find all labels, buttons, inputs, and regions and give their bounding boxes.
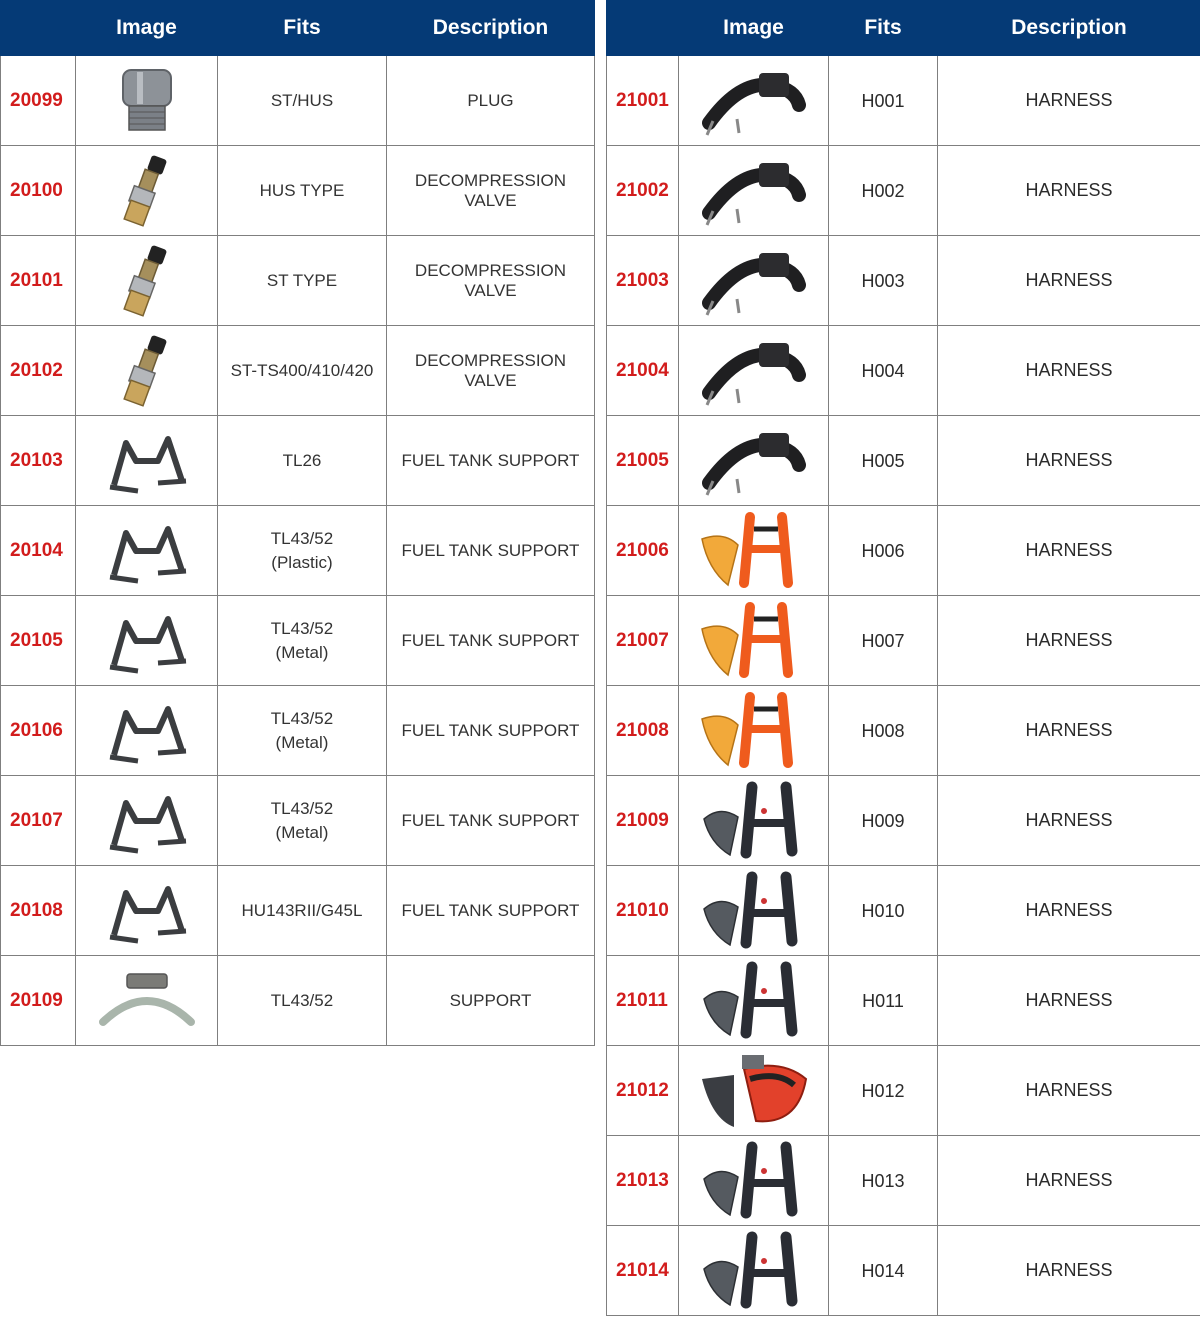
- table-row: [607, 236, 1200, 326]
- part-number: 21014: [607, 1226, 679, 1316]
- part-image: [679, 416, 829, 506]
- part-fits: [218, 56, 387, 146]
- part-number: 21004: [607, 326, 679, 416]
- part-fits: [829, 326, 938, 416]
- part-fits: [829, 1046, 938, 1136]
- part-description: FUEL TANK SUPPORT: [387, 506, 595, 596]
- fits-line: TL43/52: [270, 708, 334, 728]
- part-description: HARNESS: [938, 686, 1200, 776]
- fits-line: H009: [861, 810, 905, 831]
- orange-harness-icon: [679, 599, 828, 683]
- part-fits: [829, 1136, 938, 1226]
- strap-harness-icon: [679, 241, 828, 321]
- header-code: [1, 1, 76, 56]
- part-number: 20106: [1, 686, 76, 776]
- part-number: 20099: [1, 56, 76, 146]
- table-row: [607, 1046, 1200, 1136]
- table-row: [607, 776, 1200, 866]
- part-number: 21007: [607, 596, 679, 686]
- part-image: [679, 236, 829, 326]
- part-number: 21012: [607, 1046, 679, 1136]
- parts-table-left: [0, 0, 594, 1046]
- part-image: [76, 596, 218, 686]
- part-description: HARNESS: [938, 1136, 1200, 1226]
- table-row: [607, 1136, 1200, 1226]
- part-image: [679, 506, 829, 596]
- part-description: DECOMPRESSION VALVE: [387, 236, 595, 326]
- part-description: HARNESS: [938, 146, 1200, 236]
- part-fits: [829, 596, 938, 686]
- part-image: [679, 956, 829, 1046]
- part-description: FUEL TANK SUPPORT: [387, 866, 595, 956]
- part-fits: [218, 326, 387, 416]
- fuel-tank-support-icon: [76, 691, 217, 771]
- fits-line: (Metal): [275, 822, 329, 842]
- part-fits: [829, 866, 938, 956]
- part-description: HARNESS: [938, 956, 1200, 1046]
- part-fits: [829, 506, 938, 596]
- decompression-valve-icon: [76, 241, 217, 321]
- table-row: [1, 776, 595, 866]
- fits-line: TL43/52: [270, 990, 334, 1010]
- part-fits: [829, 1226, 938, 1316]
- fits-line: HU143RII/G45L: [241, 900, 363, 920]
- part-number: 20104: [1, 506, 76, 596]
- part-fits: [218, 146, 387, 236]
- part-number: 20109: [1, 956, 76, 1046]
- part-fits: [829, 146, 938, 236]
- header-description: Description: [387, 1, 595, 56]
- part-fits: [218, 956, 387, 1046]
- part-fits: [829, 776, 938, 866]
- part-image: [679, 686, 829, 776]
- fuel-tank-support-icon: [76, 511, 217, 591]
- part-image: [76, 236, 218, 326]
- part-fits: [218, 596, 387, 686]
- fits-line: TL43/52: [270, 618, 334, 638]
- orange-harness-icon: [679, 689, 828, 773]
- table-row: [607, 866, 1200, 956]
- table-body: [1, 56, 595, 1046]
- part-number: 21001: [607, 56, 679, 146]
- part-image: [679, 1226, 829, 1316]
- part-image: [679, 596, 829, 686]
- part-number: 21011: [607, 956, 679, 1046]
- fits-line: TL26: [282, 450, 322, 470]
- part-description: HARNESS: [938, 326, 1200, 416]
- dark-harness-icon: [679, 1229, 828, 1313]
- fits-line: ST-TS400/410/420: [230, 360, 374, 380]
- decompression-valve-icon: [76, 151, 217, 231]
- fits-line: ST/HUS: [270, 90, 334, 110]
- table-row: [607, 1226, 1200, 1316]
- table-row: [1, 326, 595, 416]
- table-row: [1, 866, 595, 956]
- table-header-row: [1, 1, 595, 56]
- table-row: [1, 506, 595, 596]
- table-row: [607, 956, 1200, 1046]
- part-fits: [218, 776, 387, 866]
- part-number: 21009: [607, 776, 679, 866]
- part-number: 21003: [607, 236, 679, 326]
- part-fits: [218, 236, 387, 326]
- strap-harness-icon: [679, 61, 828, 141]
- header-fits: Fits: [829, 1, 938, 56]
- fits-line: (Metal): [275, 642, 329, 662]
- part-number: 20105: [1, 596, 76, 686]
- header-image: Image: [679, 1, 829, 56]
- part-number: 21008: [607, 686, 679, 776]
- part-description: HARNESS: [938, 56, 1200, 146]
- table-row: [607, 416, 1200, 506]
- part-image: [76, 506, 218, 596]
- strap-harness-icon: [679, 421, 828, 501]
- header-code: [607, 1, 679, 56]
- part-image: [679, 326, 829, 416]
- fits-line: H003: [861, 270, 905, 291]
- table-row: [1, 56, 595, 146]
- table-row: [1, 416, 595, 506]
- fits-line: H002: [861, 180, 905, 201]
- part-description: HARNESS: [938, 506, 1200, 596]
- plug-icon: [76, 64, 217, 138]
- part-fits: [218, 416, 387, 506]
- part-description: SUPPORT: [387, 956, 595, 1046]
- part-number: 21006: [607, 506, 679, 596]
- part-image: [679, 146, 829, 236]
- decompression-valve-icon: [76, 331, 217, 411]
- part-description: FUEL TANK SUPPORT: [387, 596, 595, 686]
- dark-harness-icon: [679, 959, 828, 1043]
- part-fits: [218, 686, 387, 776]
- part-image: [76, 956, 218, 1046]
- strap-harness-icon: [679, 151, 828, 231]
- table-row: [1, 146, 595, 236]
- part-description: HARNESS: [938, 866, 1200, 956]
- part-image: [76, 326, 218, 416]
- fits-line: (Metal): [275, 732, 329, 752]
- fits-line: H005: [861, 450, 905, 471]
- table-row: [607, 326, 1200, 416]
- table-row: [1, 236, 595, 326]
- part-image: [76, 686, 218, 776]
- table-row: [1, 596, 595, 686]
- part-image: [76, 866, 218, 956]
- fits-line: H011: [862, 990, 904, 1011]
- part-description: HARNESS: [938, 1046, 1200, 1136]
- fits-line: H012: [861, 1080, 905, 1101]
- fits-line: H008: [861, 720, 905, 741]
- table-row: [1, 956, 595, 1046]
- fits-line: H006: [861, 540, 905, 561]
- part-number: 20108: [1, 866, 76, 956]
- fits-line: TL43/52: [270, 528, 334, 548]
- part-description: FUEL TANK SUPPORT: [387, 776, 595, 866]
- table-row: [607, 686, 1200, 776]
- fits-line: HUS TYPE: [259, 180, 345, 200]
- part-image: [679, 1046, 829, 1136]
- part-description: HARNESS: [938, 416, 1200, 506]
- part-description: HARNESS: [938, 596, 1200, 686]
- part-number: 20100: [1, 146, 76, 236]
- part-number: 21013: [607, 1136, 679, 1226]
- part-image: [76, 416, 218, 506]
- part-image: [76, 56, 218, 146]
- part-description: DECOMPRESSION VALVE: [387, 146, 595, 236]
- table-row: [607, 506, 1200, 596]
- parts-table-right: [606, 0, 1200, 1316]
- table-header-row: [607, 1, 1200, 56]
- header-description: Description: [938, 1, 1200, 56]
- table-row: [1, 686, 595, 776]
- part-number: 20103: [1, 416, 76, 506]
- part-description: PLUG: [387, 56, 595, 146]
- part-description: DECOMPRESSION VALVE: [387, 326, 595, 416]
- header-image: Image: [76, 1, 218, 56]
- fuel-tank-support-icon: [76, 421, 217, 501]
- table-body: [607, 56, 1200, 1316]
- part-number: 20107: [1, 776, 76, 866]
- part-number: 20102: [1, 326, 76, 416]
- part-fits: [829, 686, 938, 776]
- part-fits: [218, 866, 387, 956]
- part-number: 21005: [607, 416, 679, 506]
- part-image: [679, 866, 829, 956]
- part-description: FUEL TANK SUPPORT: [387, 416, 595, 506]
- part-description: FUEL TANK SUPPORT: [387, 686, 595, 776]
- red-harness-icon: [679, 1049, 828, 1133]
- part-fits: [829, 956, 938, 1046]
- support-bracket-icon: [76, 966, 217, 1036]
- part-number: 21002: [607, 146, 679, 236]
- part-number: 21010: [607, 866, 679, 956]
- dark-harness-icon: [679, 779, 828, 863]
- table-row: [607, 146, 1200, 236]
- dark-harness-icon: [679, 1139, 828, 1223]
- part-number: 20101: [1, 236, 76, 326]
- fits-line: TL43/52: [270, 798, 334, 818]
- part-fits: [829, 416, 938, 506]
- orange-harness-icon: [679, 509, 828, 593]
- fits-line: H004: [861, 360, 905, 381]
- table-row: [607, 56, 1200, 146]
- strap-harness-icon: [679, 331, 828, 411]
- fits-line: ST TYPE: [266, 270, 338, 290]
- fits-line: H013: [861, 1170, 905, 1191]
- fits-line: (Plastic): [271, 552, 333, 572]
- header-fits: Fits: [218, 1, 387, 56]
- fits-line: H014: [861, 1260, 905, 1281]
- part-description: HARNESS: [938, 776, 1200, 866]
- part-fits: [218, 506, 387, 596]
- part-image: [679, 776, 829, 866]
- fits-line: H001: [861, 90, 905, 111]
- part-image: [76, 776, 218, 866]
- fuel-tank-support-icon: [76, 601, 217, 681]
- dark-harness-icon: [679, 869, 828, 953]
- part-description: HARNESS: [938, 1226, 1200, 1316]
- part-image: [679, 56, 829, 146]
- part-image: [76, 146, 218, 236]
- fuel-tank-support-icon: [76, 781, 217, 861]
- part-fits: [829, 236, 938, 326]
- fits-line: H007: [861, 630, 905, 651]
- part-description: HARNESS: [938, 236, 1200, 326]
- fits-line: H010: [861, 900, 905, 921]
- fuel-tank-support-icon: [76, 871, 217, 951]
- part-fits: [829, 56, 938, 146]
- part-image: [679, 1136, 829, 1226]
- table-row: [607, 596, 1200, 686]
